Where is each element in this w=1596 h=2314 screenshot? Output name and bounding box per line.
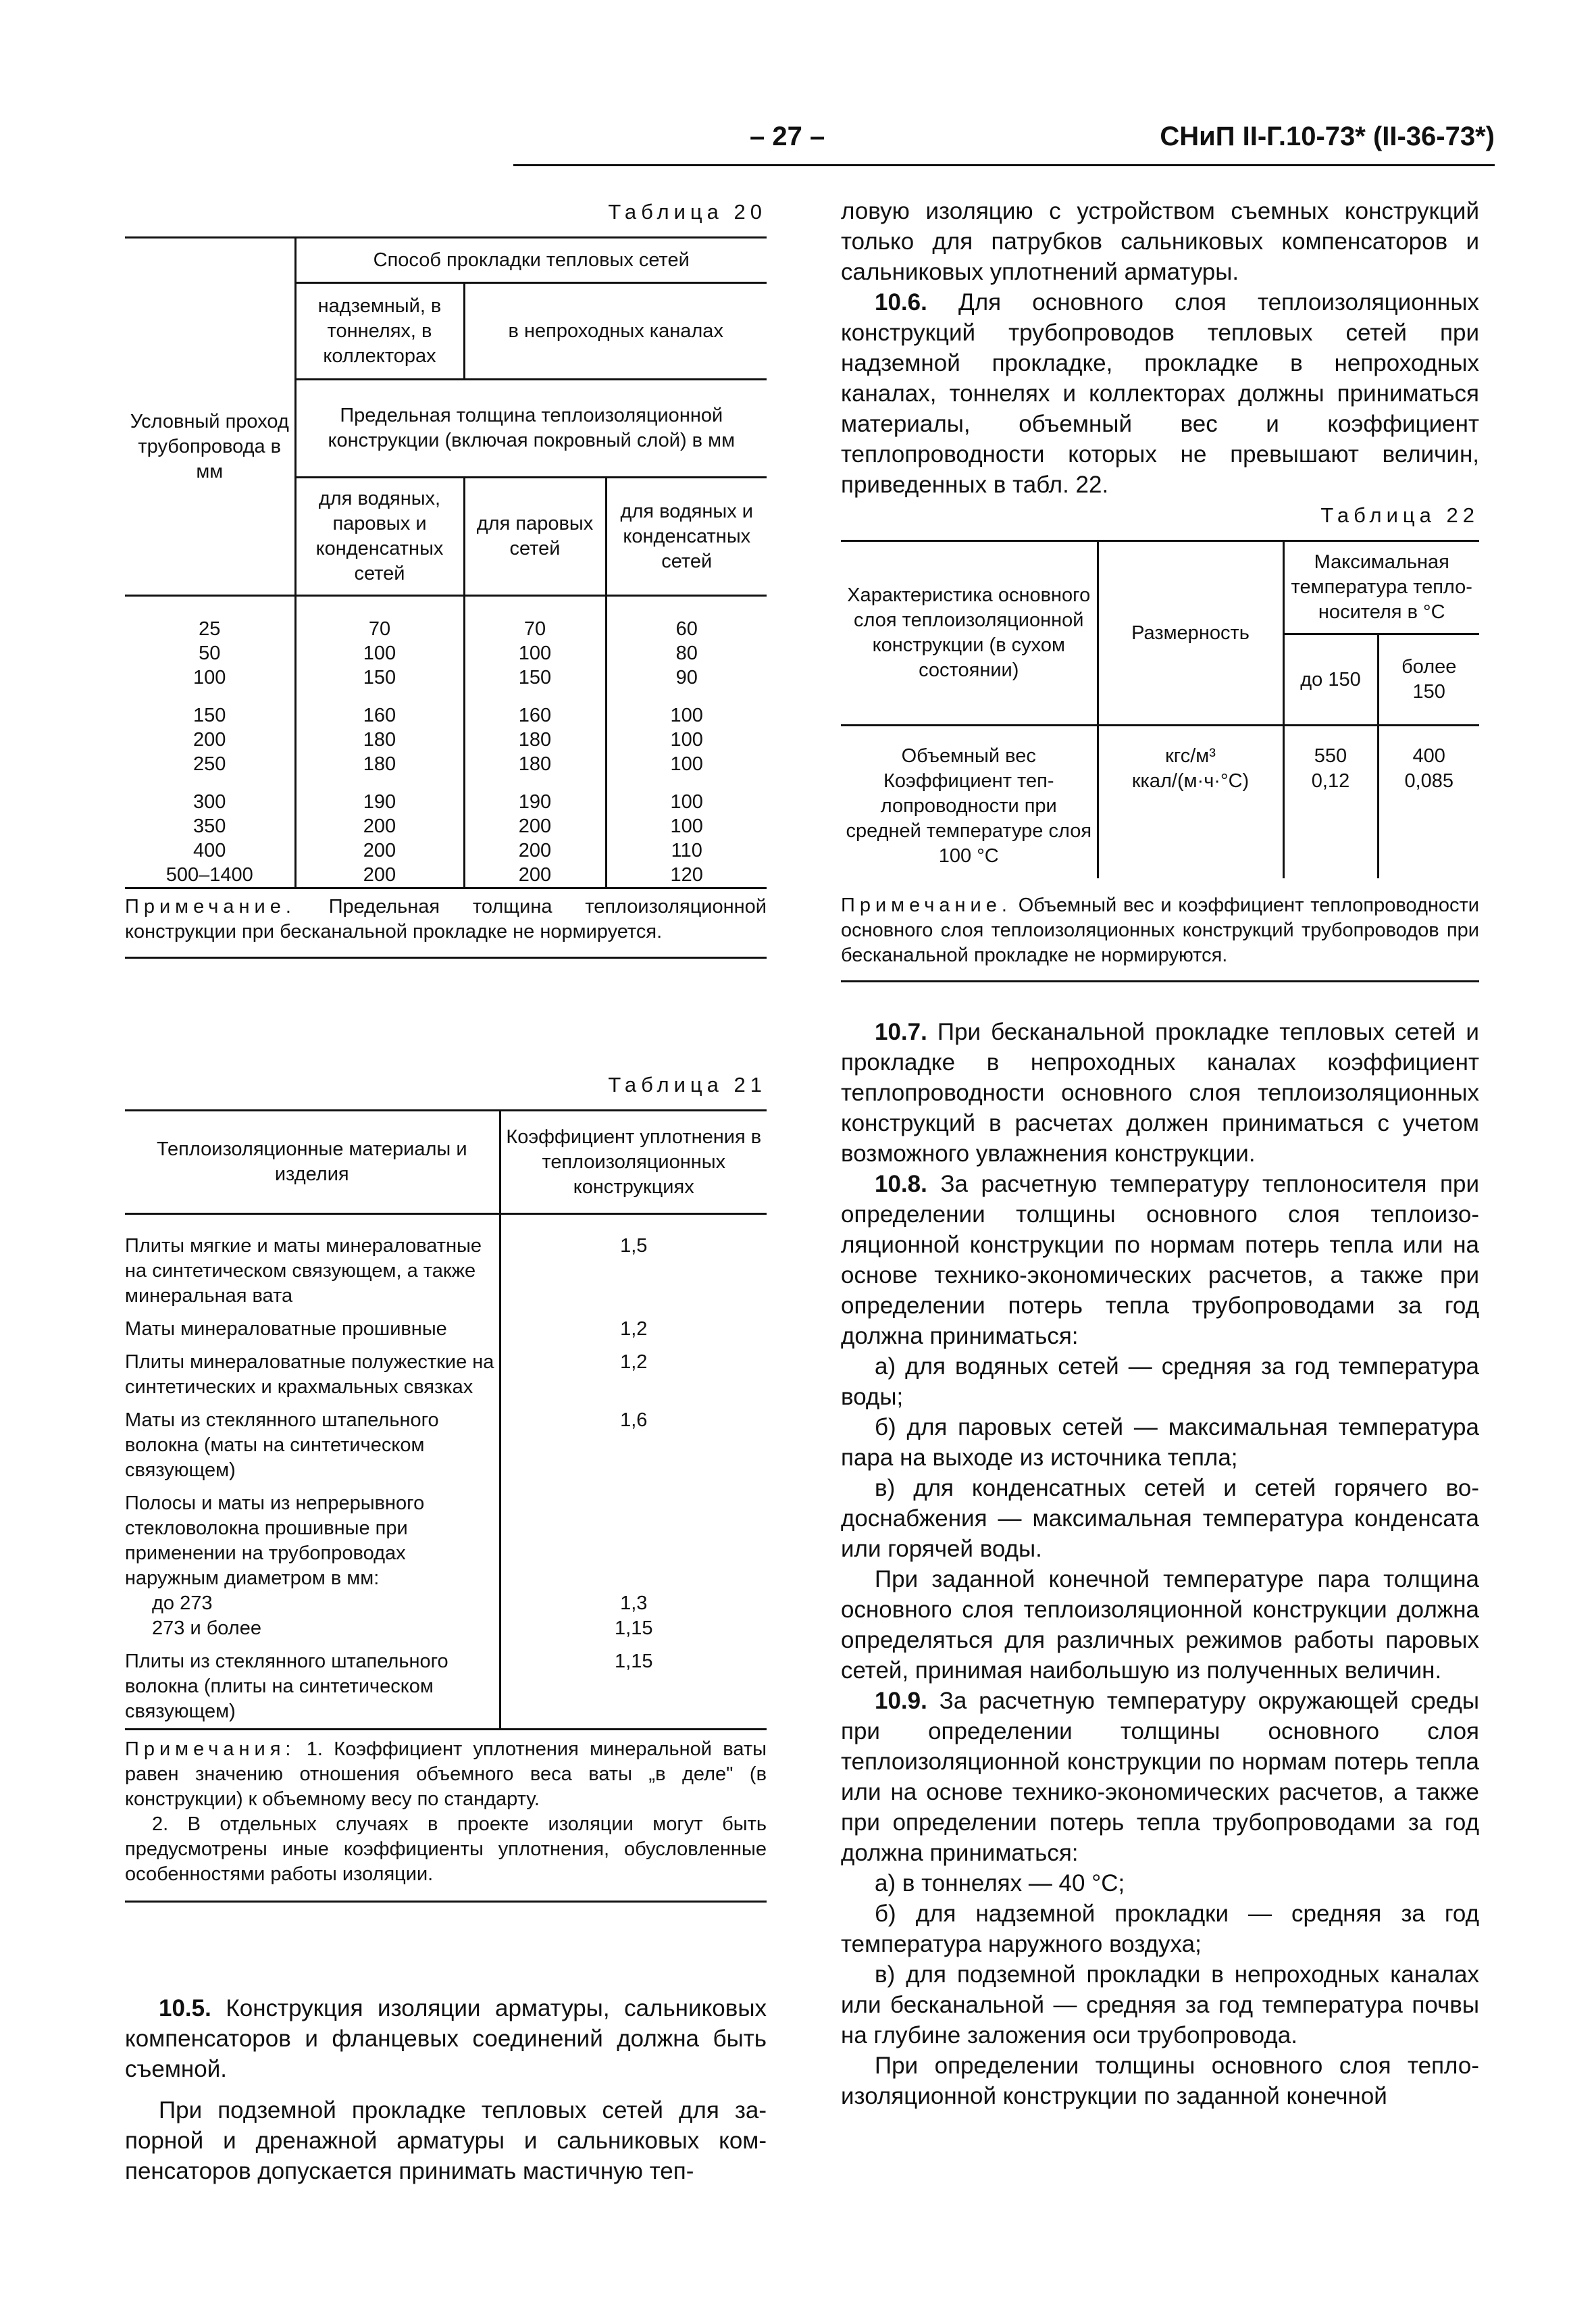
table-row: [125, 1400, 767, 1483]
paragraph: ловую изоляцию с устройством съемных конструкций только для патрубков сальниковых компенсаторов и сальниковых уплотнений арматуры.: [841, 198, 1479, 285]
table20-cell: 70 100 150: [464, 596, 606, 690]
right-text-bottom: [841, 1017, 1479, 2111]
page-number: – 27 –: [750, 122, 825, 151]
table20-cell: 60 80 90: [675, 618, 698, 688]
paragraph-10-7: [841, 1017, 1479, 1169]
table22-block: [841, 503, 1479, 982]
list-item: б) для надземной прокладки — средняя за год температура наружного воздуха;: [841, 1901, 1479, 1957]
table20-cell: 100 100 110 120: [670, 791, 703, 886]
list-item: а) для водяных сетей — средняя за год температура воды;: [841, 1353, 1479, 1410]
table21-coef: [500, 1483, 767, 1591]
clause-text: За расчетную температуру окружающей среды при определении толщины основного слоя теплоизоляционной конструкции по нормам потерь тепла или на основе технико-экономических расчетов, а также при определении потерь тепла трубопроводами за год должна приниматься:: [841, 1688, 1479, 1866]
table20-cell: 160 180 180: [295, 690, 464, 776]
paragraph: При заданной конечной температуре пара толщина основного слоя теплоизоляционной конструкции должна определяться для различных режимов работы паровых сетей, принимая наибольшую из полученных величин.: [841, 1566, 1479, 1684]
table21-block: [125, 1073, 767, 1903]
list-item: в) для конденсатных сетей и сетей горячего водоснабжения — максимальная температура конденсата или горячей воды.: [841, 1475, 1479, 1562]
table21-caption: Таблица 21: [608, 1073, 767, 1097]
table21-notes: [125, 1737, 767, 1812]
table20-head-sub1: для водяных, паровых и конденсатных сетей: [295, 478, 464, 596]
table22-note: [841, 893, 1479, 968]
table20-bottom-rule: [125, 957, 767, 959]
table21-coef: 1,2: [620, 1351, 648, 1373]
paragraph-10-5: [125, 1993, 767, 2084]
table21-head-materials: Теплоизоляционные материалы и изделия: [125, 1111, 500, 1214]
table20-cell: 25 50 100: [125, 596, 295, 690]
table22-note-label: Примечание.: [841, 895, 1012, 916]
table22-head-max: Максимальная температура теплоносителя в °С: [1283, 541, 1479, 634]
table22-units: кгс/м³ ккал/(м·ч·°С): [1098, 726, 1283, 879]
table20-cell: 190 200 200 200: [295, 776, 464, 888]
list-item: б) для паровых сетей — максимальная температура пара на выходе из источника тепла;: [841, 1414, 1479, 1471]
clause-number: 10.8.: [875, 1171, 927, 1197]
table20-cell: 300 350 400 500–1400: [125, 776, 295, 888]
document-code: СНиП II-Г.10-73* (II-36-73*): [1160, 122, 1495, 151]
table20-cell: 150 200 250: [125, 690, 295, 776]
table22-characteristics: Объемный вес Коэффициент теплопроводности при средней температуре слоя 100 °С: [841, 726, 1098, 879]
table20-caption: Таблица 20: [608, 200, 767, 224]
table22-head-dim: Размерность: [1098, 541, 1283, 726]
clause-text: При бесканальной прокладке тепловых сетей и прокладке в непроходных каналах коэффициент теплопроводности основного слоя теплоизоляционных конструкций в расчетах должен приниматься с учетом возможного увлажнения конструкции.: [841, 1019, 1479, 1167]
table-row: [125, 1483, 767, 1591]
table21-material: Плиты мягкие и маты минераловатные на синтетическом связующем, а также минеральная вата: [125, 1214, 500, 1309]
table-row: [841, 726, 1479, 879]
paragraph-10-6: [841, 287, 1479, 500]
table20-note-text: Предельная толщина теплоизоляционной конструкции при бесканальной прокладке не нормируется.: [125, 896, 767, 942]
table21-coef: 1,5: [620, 1235, 648, 1257]
table22-bottom-rule: [841, 980, 1479, 982]
table-row: [125, 1214, 767, 1309]
table22-over-values: 400 0,085: [1404, 745, 1454, 792]
table-row: [125, 1641, 767, 1730]
table21-notes-label: Примечания:: [125, 1738, 296, 1760]
table20-cell: 190 200 200 200: [464, 776, 606, 888]
table21-bottom-rule: [125, 1901, 767, 1903]
clause-number: 10.5.: [159, 1995, 211, 2021]
table-row: [125, 1342, 767, 1400]
table21-material: до 273: [125, 1591, 500, 1616]
list-item: а) в тоннелях — 40 °С;: [875, 1870, 1125, 1896]
list-item: в) для подземной прокладки в непроходных каналах или бесканальной — средняя за год температура почвы на глубине заложения оси трубопровода.: [841, 1961, 1479, 2048]
clause-text: Конструкция изоляции арматуры, сальниковых компенсаторов и фланцевых соединений должна быть съемной.: [125, 1995, 767, 2082]
table22: [841, 540, 1479, 878]
paragraph: При определении толщины основного слоя теплоизоляционной конструкции по заданной конечной: [841, 2053, 1479, 2109]
table22-head-upto: до 150: [1283, 634, 1378, 726]
table-row: [125, 1591, 767, 1616]
clause-number: 10.9.: [875, 1688, 927, 1714]
table22-upto-values: 550 0,12: [1283, 726, 1378, 879]
clause-text: За расчетную температуру теплоносителя при определении толщины основного слоя теплоизоляционной конструкции по нормам потерь тепла или на основе технико-экономических расчетов, а также при определении потерь тепла трубопроводами за год должна приниматься:: [841, 1171, 1479, 1349]
table21-material: Полосы и маты из непрерывного стекловолокна прошивные при применении на трубопроводах наружным диаметром в мм:: [125, 1483, 500, 1591]
paragraph-10-8: [841, 1169, 1479, 1351]
table21-coef: 1,15: [615, 1617, 653, 1639]
table20-head-sub2: для паровых сетей: [464, 478, 606, 596]
table-row: [125, 1616, 767, 1641]
table20: [125, 236, 767, 889]
clause-text: Для основного слоя теплоизоляционных конструкций трубопроводов тепловых сетей при надземной прокладке, прокладке в непроходных каналах, тоннелях и коллекторах должны приниматься материалы, объемный вес и коэффициент теплопроводности которых не превышают величин, приведенных в табл. 22.: [841, 289, 1479, 498]
table21-note-1: 1. Коэффициент уплотнения минеральной ваты равен значению отношения объемного веса ваты „в деле" (в конструкции) к объемному весу по стандарту.: [125, 1738, 767, 1810]
table21-coef: 1,2: [620, 1318, 648, 1340]
table21-material: Плиты минераловатные полужесткие на синтетических и крахмальных связках: [125, 1342, 500, 1400]
table21-coef: 1,6: [620, 1409, 648, 1431]
table20-head-method: Способ прокладки тепловых сетей: [295, 238, 767, 283]
table-row: [125, 1309, 767, 1342]
table22-caption: Таблица 22: [1320, 503, 1479, 527]
clause-number: 10.7.: [875, 1019, 927, 1045]
table20-head-limit: Предельная толщина теплоизоляционной конструкции (включая покровный слой) в мм: [295, 380, 767, 478]
left-text: [125, 1993, 767, 2186]
right-text-top: [841, 196, 1479, 500]
table21-material: Маты минераловатные прошивные: [125, 1309, 500, 1342]
table22-head-char: Характеристика основного слоя теплоизоляционной конструкции (в сухом состоянии): [841, 541, 1098, 726]
table21-material: Плиты из стеклянного штапельного волокна (плиты на синтетическом связующем): [125, 1641, 500, 1730]
table20-note-label: Примечание.: [125, 896, 296, 917]
table21-coef: 1,3: [620, 1592, 648, 1614]
clause-number: 10.6.: [875, 289, 927, 316]
table21: [125, 1109, 767, 1730]
table21-head-coef: Коэффициент уплотнения в теплоизоляционных конструкциях: [506, 1126, 762, 1198]
table21-note-2: 2. В отдельных случаях в проекте изоляции могут быть предусмотрены иные коэффициенты уплотнения, обусловленные особенностями работы изоляции.: [125, 1813, 767, 1885]
paragraph-10-9: [841, 1686, 1479, 1868]
table22-note-text: Объемный вес и коэффициент теплопроводности основного слоя теплоизоляционных конструкций трубопроводов при бесканальной прокладке не нормируются.: [841, 895, 1479, 966]
table21-coef: 1,15: [615, 1651, 653, 1672]
table20-cell: 100 100 100: [670, 705, 703, 775]
table22-head-over: более 150: [1378, 634, 1479, 726]
table-row: [125, 596, 767, 690]
table20-cell: 160 180 180: [464, 690, 606, 776]
table-row: [125, 690, 767, 776]
table20-head-above: надземный, в тоннелях, в коллекторах: [295, 283, 464, 380]
table20-cell: 70 100 150: [295, 596, 464, 690]
table20-note: [125, 895, 767, 945]
table20-head-diameter: Условный проход трубопровода в мм: [125, 238, 295, 596]
paragraph: При подземной прокладке тепловых сетей для запорной и дренажной арматуры и сальниковых компенсаторов допускается принимать мастичную теп-: [125, 2097, 767, 2184]
table20-block: [125, 200, 767, 959]
table-row: [125, 776, 767, 888]
table21-material: 273 и более: [125, 1616, 500, 1641]
table21-material: Маты из стеклянного штапельного волокна (маты на синтетическом связующем): [125, 1400, 500, 1483]
table20-head-channels: в непроходных каналах: [464, 283, 767, 380]
header-rule: [513, 164, 1495, 166]
table20-head-sub3: для водяных и конденсатных сетей: [606, 478, 767, 596]
